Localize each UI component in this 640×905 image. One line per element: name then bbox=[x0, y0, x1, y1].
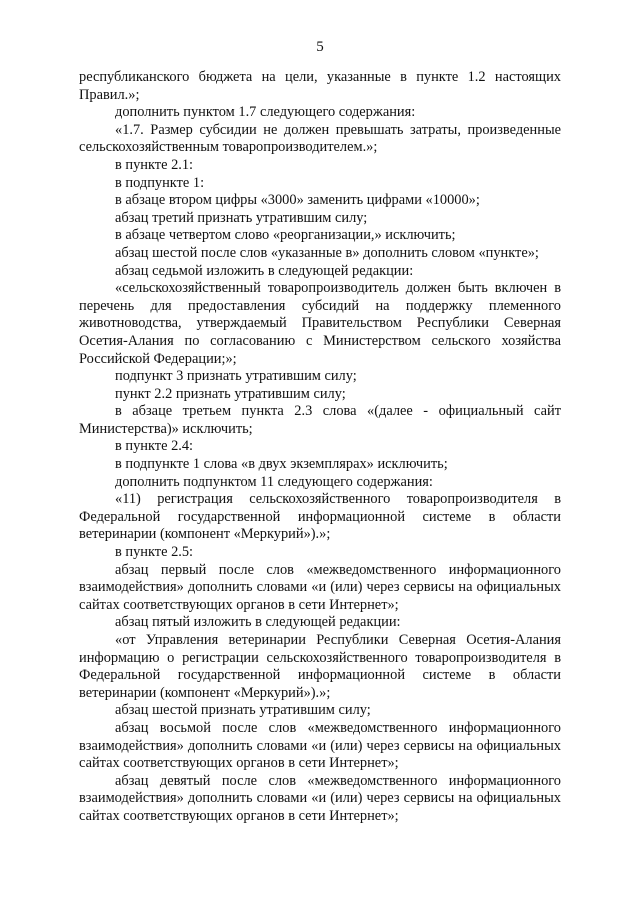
paragraph: в подпункте 1 слова «в двух экземплярах» исключить; bbox=[115, 456, 448, 473]
paragraph: «11) регистрация сельскохозяйственного товаропроизводителя в Федеральной государственной информационной системе в области ветеринарии (компонент «Меркурий»).»; bbox=[79, 491, 561, 543]
paragraph: абзац пятый изложить в следующей редакции: bbox=[115, 614, 401, 631]
paragraph: в пункте 2.4: bbox=[115, 438, 194, 455]
paragraph: в подпункте 1: bbox=[115, 174, 205, 191]
paragraph: в абзаце втором цифры «3000» заменить цифрами «10000»; bbox=[115, 192, 480, 209]
paragraph: абзац седьмой изложить в следующей редакции: bbox=[115, 262, 414, 279]
paragraph: «от Управления ветеринарии Республики Северная Осетия-Алания информацию о регистрации сельскохозяйственного товаропроизводителя в Федеральной государственной информационной системе в области ветеринарии (компонент «Меркурий»).»; bbox=[79, 632, 561, 701]
paragraph: абзац первый после слов «межведомственного информационного взаимодействия» дополнить словами «и (или) через сервисы на официальных сайтах соответствующих органов в сети Интернет»; bbox=[79, 561, 561, 613]
paragraph: абзац шестой признать утратившим силу; bbox=[115, 702, 371, 719]
paragraph: «сельскохозяйственный товаропроизводитель должен быть включен в перечень для предоставления субсидий на поддержку племенного животноводства, утверждаемый Правительством Республики Северная Осетия-Алания по согласованию с Министерством сельского хозяйства Российской Федерации;»; bbox=[79, 280, 561, 367]
paragraph: пункт 2.2 признать утратившим силу; bbox=[115, 385, 346, 402]
paragraph: абзац девятый после слов «межведомственного информационного взаимодействия» дополнить словами «и (или) через сервисы на официальных сайтах соответствующих органов в сети Интернет»; bbox=[79, 772, 561, 824]
paragraph: абзац шестой после слов «указанные в» дополнить словом «пункте»; bbox=[115, 244, 539, 261]
paragraph: дополнить подпунктом 11 следующего содержания: bbox=[115, 473, 433, 490]
paragraph: подпункт 3 признать утратившим силу; bbox=[115, 368, 357, 385]
paragraph: в абзаце четвертом слово «реорганизации,» исключить; bbox=[115, 227, 456, 244]
paragraph: дополнить пунктом 1.7 следующего содержания: bbox=[115, 104, 416, 121]
document-body bbox=[79, 69, 561, 826]
paragraph: республиканского бюджета на цели, указанные в пункте 1.2 настоящих Правил.»; bbox=[79, 69, 561, 103]
paragraph: в пункте 2.5: bbox=[115, 544, 194, 561]
paragraph: абзац восьмой после слов «межведомственного информационного взаимодействия» дополнить словами «и (или) через сервисы на официальных сайтах соответствующих органов в сети Интернет»; bbox=[79, 719, 561, 772]
paragraph: в абзаце третьем пункта 2.3 слова «(далее - официальный сайт Министерства)» исключить; bbox=[79, 403, 561, 437]
paragraph: в пункте 2.1: bbox=[115, 156, 194, 173]
paragraph: «1.7. Размер субсидии не должен превышать затраты, произведенные сельскохозяйственным товаропроизводителем.»; bbox=[79, 121, 561, 156]
page-number: 5 bbox=[316, 39, 324, 55]
paragraph: абзац третий признать утратившим силу; bbox=[115, 209, 368, 226]
